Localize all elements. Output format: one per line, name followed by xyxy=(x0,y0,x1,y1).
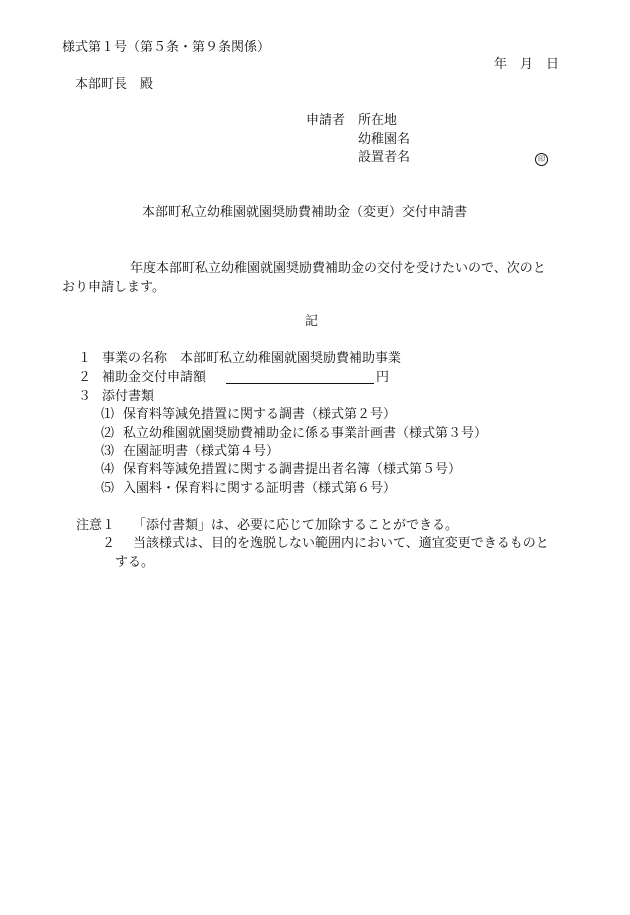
item-label: 事業の名称 本部町私立幼稚園就園奨励費補助事業 xyxy=(102,351,402,366)
item-number: ２ xyxy=(78,370,92,385)
attachment-number: ⑴ xyxy=(101,407,115,422)
item-number: １ xyxy=(78,351,92,366)
document-title: 本部町私立幼稚園就園奨励費補助金（変更）交付申請書 xyxy=(142,205,468,220)
attachment-label: 在園証明書（様式第４号） xyxy=(123,444,280,459)
attachment-label: 私立幼稚園就園奨励費補助金に係る事業計画書（様式第３号） xyxy=(123,426,488,441)
field-address: 所在地 xyxy=(358,113,398,128)
body-line-2: おり申請します。 xyxy=(62,280,165,295)
addressee: 本部町長 殿 xyxy=(75,77,154,92)
attachment-number: ⑵ xyxy=(101,426,115,441)
attachment-label: 保育料等減免措置に関する調書（様式第２号） xyxy=(123,407,397,422)
attachment-number: ⑸ xyxy=(101,481,115,496)
seal-mark xyxy=(535,151,548,166)
attachment-number: ⑶ xyxy=(101,444,115,459)
note-2-line-1: 当該様式は、目的を逸脱しない範囲内において、適宜変更できるものと xyxy=(133,536,549,551)
item-2 xyxy=(78,371,389,384)
attachment-4 xyxy=(101,463,461,476)
form-number: 様式第１号（第５条・第９条関係） xyxy=(62,40,271,55)
note-2-line-2: する。 xyxy=(115,555,155,570)
item-3 xyxy=(78,390,154,403)
attachment-1 xyxy=(101,408,396,421)
attachment-2 xyxy=(101,427,487,440)
attachment-label: 保育料等減免措置に関する調書提出者名簿（様式第５号） xyxy=(123,462,462,477)
amount-blank xyxy=(226,371,374,384)
item-label: 添付書類 xyxy=(102,389,155,404)
notes-label: 注意１ xyxy=(76,518,116,533)
attachment-number: ⑷ xyxy=(101,462,115,477)
field-founder-name: 設置者名 xyxy=(358,150,411,165)
item-1 xyxy=(78,352,401,365)
note-1: 「添付書類」は、必要に応じて加除することができる。 xyxy=(133,518,459,533)
seal-icon: 印 xyxy=(535,153,548,166)
amount-unit: 円 xyxy=(376,370,390,385)
applicant-label: 申請者 xyxy=(306,113,346,128)
attachment-label: 入園料・保育料に関する証明書（様式第６号） xyxy=(123,481,397,496)
ki-heading: 記 xyxy=(305,314,319,329)
note-2-number: ２ xyxy=(102,536,116,551)
date-line: 年 月 日 xyxy=(494,57,560,72)
attachment-5 xyxy=(101,482,396,495)
field-kindergarten-name: 幼稚園名 xyxy=(358,132,411,147)
item-number: ３ xyxy=(78,389,92,404)
attachment-3 xyxy=(101,445,279,458)
item-label: 補助金交付申請額 xyxy=(102,370,207,385)
body-line-1: 年度本部町私立幼稚園就園奨励費補助金の交付を受けたいので、次のと xyxy=(130,261,546,276)
